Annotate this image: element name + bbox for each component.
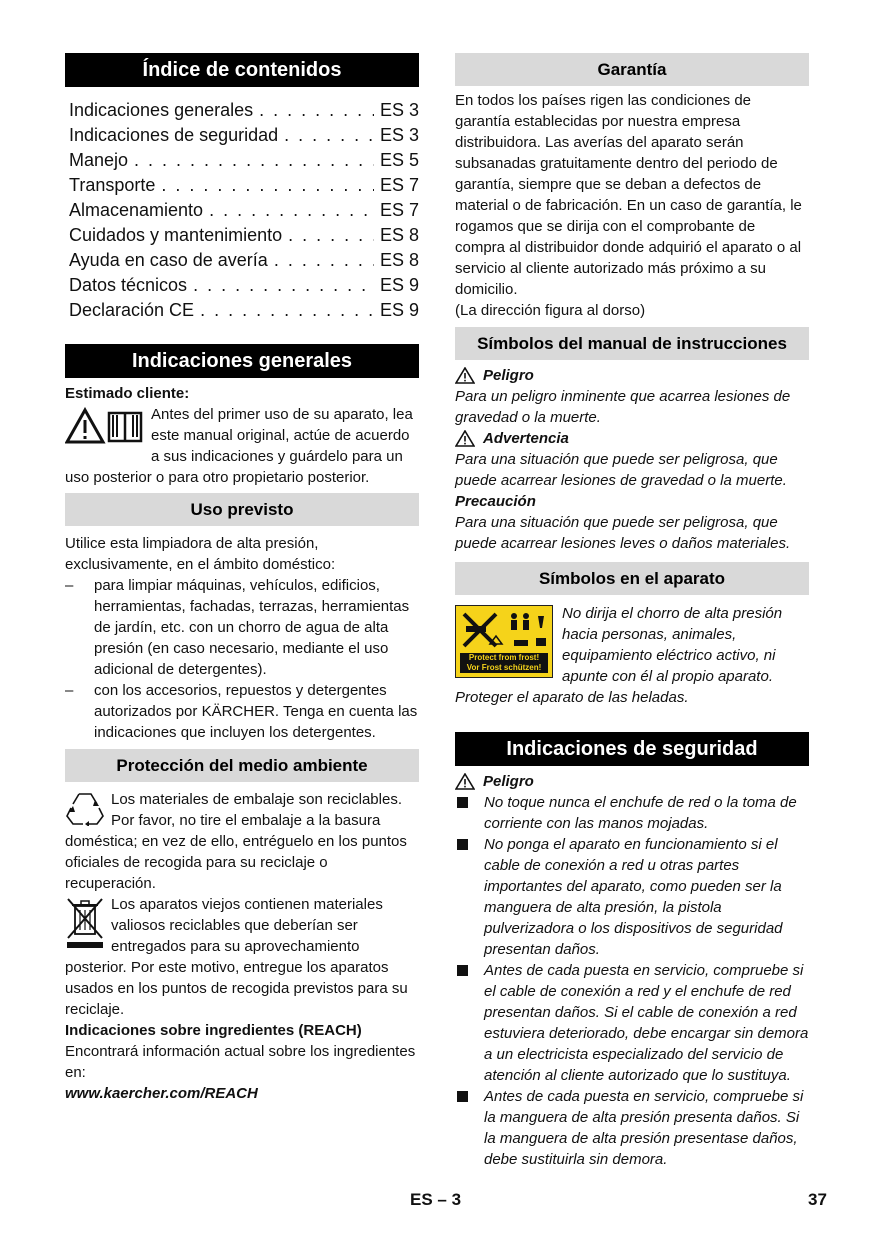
toc-entry-label: Ayuda en caso de avería <box>69 250 268 270</box>
page-number: 37 <box>808 1190 827 1209</box>
reach-link[interactable]: www.kaercher.com/REACH <box>65 1085 258 1102</box>
danger-text: Para un peligro inminente que acarrea lesiones de gravedad o la muerte. <box>455 388 791 426</box>
caution-label: Precaución <box>455 493 536 510</box>
toc-entry-page: ES 9 <box>379 275 419 295</box>
intended-use-heading: Uso previsto <box>65 493 419 526</box>
general-intro: Antes del primer uso de su aparato, lea este manual original, actúe de acuerdo a sus indicaciones y guárdelo para un uso posterior o para otro propietario posterior. <box>65 406 413 486</box>
toc-leader-dots <box>203 198 374 223</box>
left-column <box>65 53 419 1104</box>
decal-text-en: Protect from frost! <box>468 653 540 662</box>
toc-entry[interactable] <box>69 198 419 223</box>
toc-entry-page: ES 3 <box>379 100 419 120</box>
warranty-heading: Garantía <box>455 53 809 86</box>
toc-entry-label: Cuidados y mantenimiento <box>69 225 283 245</box>
toc-entry[interactable] <box>69 123 419 148</box>
old-devices-text: Los aparatos viejos contienen materiales valiosos reciclables que deberían ser entregados para su aprovechamiento posterior. Por este motivo, entregue los aparatos usados en los puntos de recogida previstos para su reciclaje. <box>65 896 408 1018</box>
toc-leader-dots <box>194 298 374 323</box>
right-column <box>455 53 809 1170</box>
toc-entry-label: Manejo <box>69 150 129 170</box>
toc-entry-label: Declaración CE <box>69 300 195 320</box>
intended-use-item: – con los accesorios, repuestos y detergentes autorizados por KÄRCHER. Tenga en cuenta las indicaciones que incluyen los detergentes. <box>65 680 419 743</box>
safety-danger-label: Peligro <box>483 773 534 790</box>
toc-entry-page: ES 9 <box>379 300 419 320</box>
toc-entry[interactable] <box>69 223 419 248</box>
toc-leader-dots <box>128 148 374 173</box>
toc-heading: Índice de contenidos <box>65 53 419 87</box>
environment-heading: Protección del medio ambiente <box>65 749 419 782</box>
toc-entry[interactable] <box>69 248 419 273</box>
decal-text-de: Vor Frost schützen! <box>466 663 542 672</box>
reach-text: Encontrará información actual sobre los ingredientes en: <box>65 1043 416 1081</box>
device-warning-decal <box>455 605 553 678</box>
crossed-bin-icon <box>65 896 105 953</box>
toc-leader-dots <box>155 173 374 198</box>
greeting: Estimado cliente: <box>65 385 190 402</box>
device-symbols-text: No dirija el chorro de alta presión hacia personas, animales, equipamiento eléctrico activo, ni apunte con él al propio aparato. Proteger el aparato de las heladas. <box>455 605 783 706</box>
warning-triangle-icon <box>455 773 475 790</box>
footer-section: ES – 3 <box>410 1190 462 1209</box>
toc-entry[interactable] <box>69 98 419 123</box>
manual-symbols-heading: Símbolos del manual de instrucciones <box>455 327 809 360</box>
warning-triangle-icon <box>455 367 475 384</box>
warning-triangle-icon <box>455 430 475 447</box>
read-manual-icon <box>65 407 145 450</box>
danger-label: Peligro <box>483 367 534 384</box>
toc-entry-page: ES 8 <box>379 250 419 270</box>
safety-item: Antes de cada puesta en servicio, compruebe si el cable de conexión a red y el enchufe de red presentan daños. Si el cable de conexión a red estuviera deteriorado, debe encargar sin demora a un electricista especializado del servicio de atención al cliente autorizado que lo sustituya. <box>455 960 809 1086</box>
toc-leader-dots <box>278 123 374 148</box>
toc-entry-label: Indicaciones generales <box>69 100 254 120</box>
toc-entry[interactable] <box>69 298 419 323</box>
toc-entry-page: ES 8 <box>379 225 419 245</box>
warning-label: Advertencia <box>483 430 569 447</box>
recycle-icon <box>65 790 105 831</box>
safety-item: Antes de cada puesta en servicio, compruebe si la manguera de alta presión presenta daños. Si la manguera de alta presión presentase daños, debe sustituirla sin demora. <box>455 1086 809 1170</box>
warranty-text: En todos los países rigen las condiciones de garantía establecidas por nuestra empresa distribuidora. Las averías del aparato serán subsanadas gratuitamente dentro del periodo de garantía, siempre que se deban a defectos de material o de fabricación. En un caso de garantía, le rogamos que se dirija con el comprobante de compra al distribuidor donde adquirió el aparato o al servicio al cliente autorizado más próximo a su domicilio. <box>455 92 802 298</box>
toc-entry-label: Transporte <box>69 175 156 195</box>
intended-use-text: Utilice esta limpiadora de alta presión, exclusivamente, en el ámbito doméstico: <box>65 535 336 573</box>
toc-entry-page: ES 5 <box>379 150 419 170</box>
toc-entry-label: Indicaciones de seguridad <box>69 125 279 145</box>
warranty-note: (La dirección figura al dorso) <box>455 302 646 319</box>
toc-entry[interactable] <box>69 148 419 173</box>
intended-use-item: – para limpiar máquinas, vehículos, edificios, herramientas, fachadas, terrazas, herramientas de jardín, etc. con un chorro de agua de alta presión (en caso necesario, mediante el uso adicional de detergentes). <box>65 575 419 680</box>
toc-entry-label: Almacenamiento <box>69 200 204 220</box>
toc-entry-page: ES 3 <box>379 125 419 145</box>
warning-text: Para una situación que puede ser peligrosa, que puede acarrear lesiones de gravedad o la muerte. <box>455 451 787 489</box>
toc-entry-page: ES 7 <box>379 175 419 195</box>
safety-item: No toque nunca el enchufe de red o la toma de corriente con las manos mojadas. <box>455 792 809 834</box>
caution-text: Para una situación que puede ser peligrosa, que puede acarrear lesiones leves o daños materiales. <box>455 514 791 552</box>
toc-entry[interactable] <box>69 273 419 298</box>
table-of-contents <box>65 98 419 323</box>
toc-leader-dots <box>253 98 374 123</box>
device-symbols-heading: Símbolos en el aparato <box>455 562 809 595</box>
toc-leader-dots <box>187 273 374 298</box>
reach-title: Indicaciones sobre ingredientes (REACH) <box>65 1022 362 1039</box>
safety-heading: Indicaciones de seguridad <box>455 732 809 766</box>
toc-entry-label: Datos técnicos <box>69 275 188 295</box>
toc-entry[interactable] <box>69 173 419 198</box>
safety-item: No ponga el aparato en funcionamiento si el cable de conexión a red u otras partes importantes del aparato, como pueden ser la manguera de alta presión, la pistola pulverizadora o los dispositivos de seguridad presentan daños. <box>455 834 809 960</box>
toc-leader-dots <box>268 248 374 273</box>
packaging-text: Los materiales de embalaje son reciclables. Por favor, no tire el embalaje a la basura doméstica; en vez de ello, entréguelo en los puntos oficiales de recogida para su reciclaje o recuperación. <box>65 791 407 892</box>
general-heading: Indicaciones generales <box>65 344 419 378</box>
toc-entry-page: ES 7 <box>379 200 419 220</box>
toc-leader-dots <box>282 223 374 248</box>
